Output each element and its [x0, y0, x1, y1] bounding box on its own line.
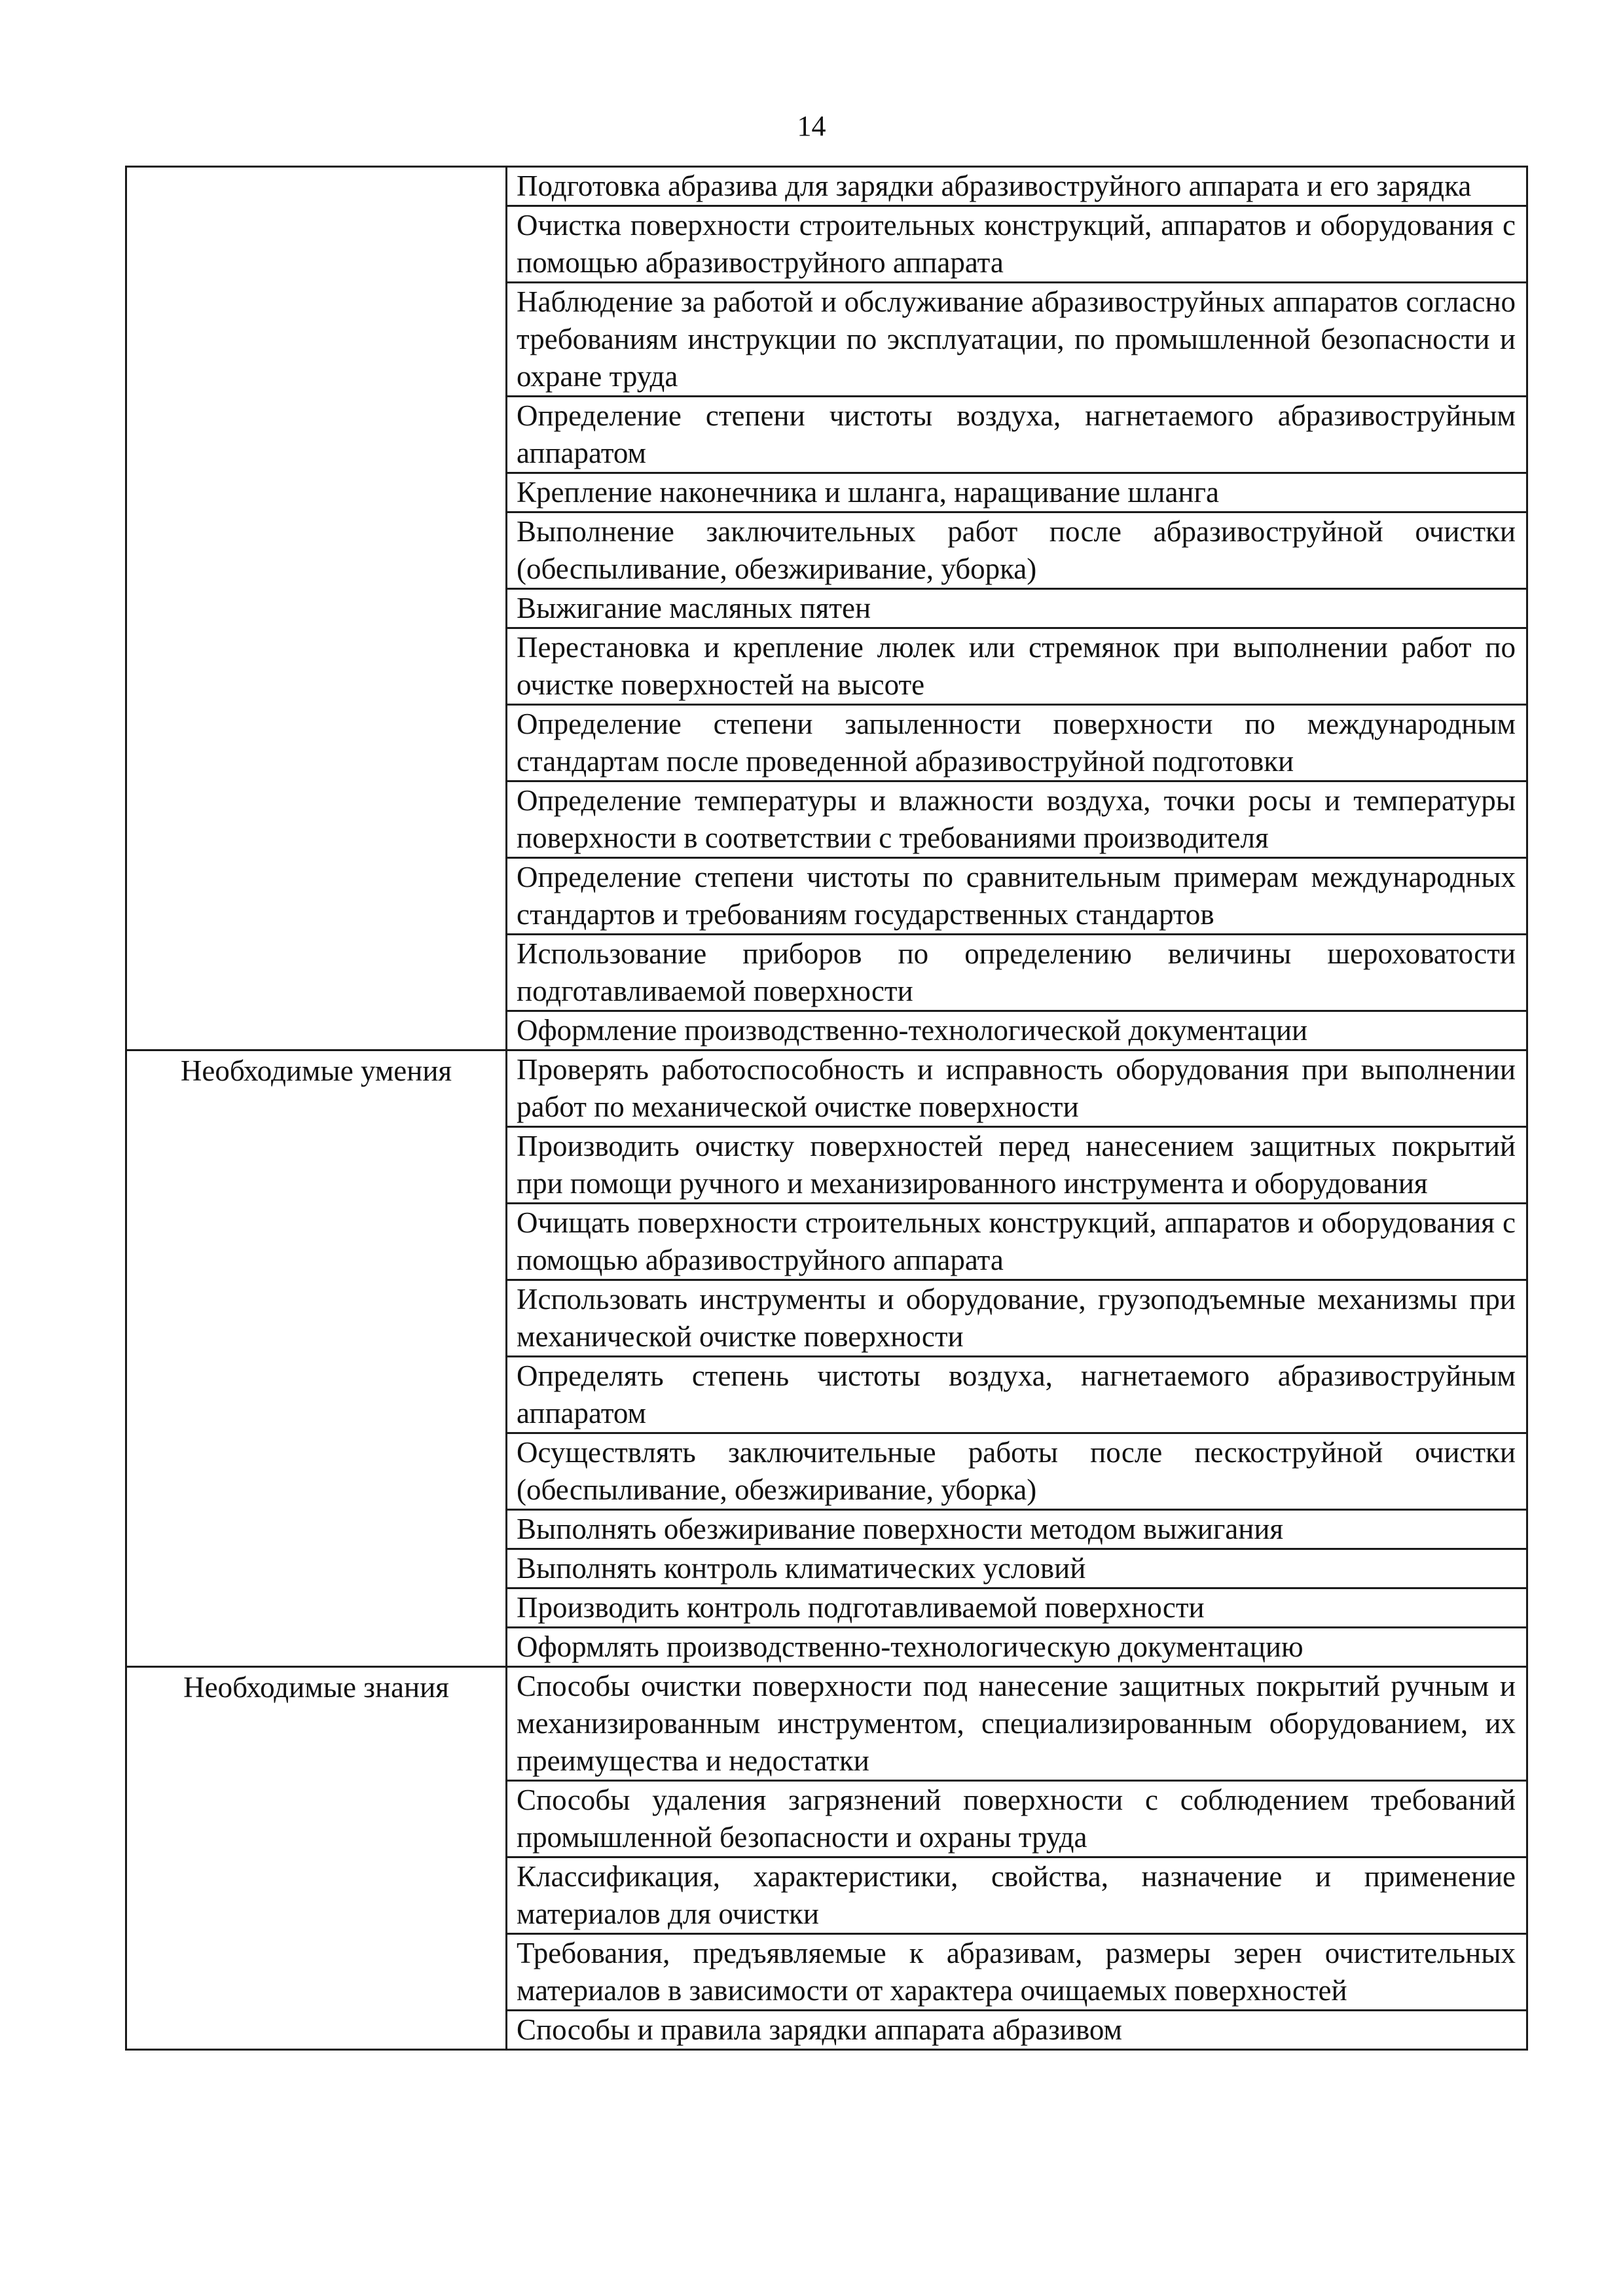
item-cell: Очищать поверхности строительных конструкций, аппаратов и оборудования с помощью абразивоструйного аппарата [507, 1204, 1527, 1280]
item-cell: Классификация, характеристики, свойства, назначение и применение материалов для очистки [507, 1857, 1527, 1934]
section-label: Необходимые знания [126, 1667, 507, 2050]
item-cell: Использование приборов по определению величины шероховатости подготавливаемой поверхности [507, 935, 1527, 1011]
item-cell: Проверять работоспособность и исправность оборудования при выполнении работ по механической очистке поверхности [507, 1050, 1527, 1127]
item-cell: Определение степени запыленности поверхности по международным стандартам после проведенной абразивоструйной подготовки [507, 705, 1527, 781]
table-row [126, 167, 1527, 206]
item-cell: Крепление наконечника и шланга, наращивание шланга [507, 473, 1527, 512]
continuation-label-cell [126, 167, 507, 1050]
requirements-table [125, 166, 1528, 2051]
item-cell: Определение степени чистоты воздуха, нагнетаемого абразивоструйным аппаратом [507, 397, 1527, 473]
table-body [126, 167, 1527, 2050]
table-row [126, 1667, 1527, 1781]
item-cell: Способы удаления загрязнений поверхности с соблюдением требований промышленной безопасности и охраны труда [507, 1781, 1527, 1857]
page-number: 14 [797, 110, 826, 142]
item-cell: Определение температуры и влажности воздуха, точки росы и температуры поверхности в соответствии с требованиями производителя [507, 781, 1527, 858]
item-cell: Подготовка абразива для зарядки абразивоструйного аппарата и его зарядка [507, 167, 1527, 206]
item-cell: Наблюдение за работой и обслуживание абразивоструйных аппаратов согласно требованиям инструкции по эксплуатации, по промышленной безопасности и охране труда [507, 283, 1527, 397]
item-cell: Оформлять производственно-технологическую документацию [507, 1628, 1527, 1667]
item-cell: Определение степени чистоты по сравнительным примерам международных стандартов и требованиям государственных стандартов [507, 858, 1527, 935]
item-cell: Перестановка и крепление люлек или стремянок при выполнении работ по очистке поверхностей на высоте [507, 628, 1527, 705]
item-cell: Способы и правила зарядки аппарата абразивом [507, 2011, 1527, 2050]
item-cell: Оформление производственно-технологической документации [507, 1011, 1527, 1050]
item-cell: Выполнять обезжиривание поверхности методом выжигания [507, 1510, 1527, 1549]
item-cell: Осуществлять заключительные работы после пескоструйной очистки (обеспыливание, обезжиривание, уборка) [507, 1433, 1527, 1510]
item-cell: Определять степень чистоты воздуха, нагнетаемого абразивоструйным аппаратом [507, 1357, 1527, 1433]
table-row [126, 1050, 1527, 1127]
item-cell: Выполнять контроль климатических условий [507, 1549, 1527, 1588]
item-cell: Требования, предъявляемые к абразивам, размеры зерен очистительных материалов в зависимости от характера очищаемых поверхностей [507, 1934, 1527, 2011]
item-cell: Способы очистки поверхности под нанесение защитных покрытий ручным и механизированным инструментом, специализированным оборудованием, их преимущества и недостатки [507, 1667, 1527, 1781]
item-cell: Производить контроль подготавливаемой поверхности [507, 1588, 1527, 1628]
item-cell: Использовать инструменты и оборудование, грузоподъемные механизмы при механической очистке поверхности [507, 1280, 1527, 1357]
item-cell: Выполнение заключительных работ после абразивоструйной очистки (обеспыливание, обезжиривание, уборка) [507, 512, 1527, 589]
item-cell: Выжигание масляных пятен [507, 589, 1527, 628]
section-label: Необходимые умения [126, 1050, 507, 1667]
item-cell: Производить очистку поверхностей перед нанесением защитных покрытий при помощи ручного и механизированного инструмента и оборудования [507, 1127, 1527, 1204]
item-cell: Очистка поверхности строительных конструкций, аппаратов и оборудования с помощью абразивоструйного аппарата [507, 206, 1527, 283]
